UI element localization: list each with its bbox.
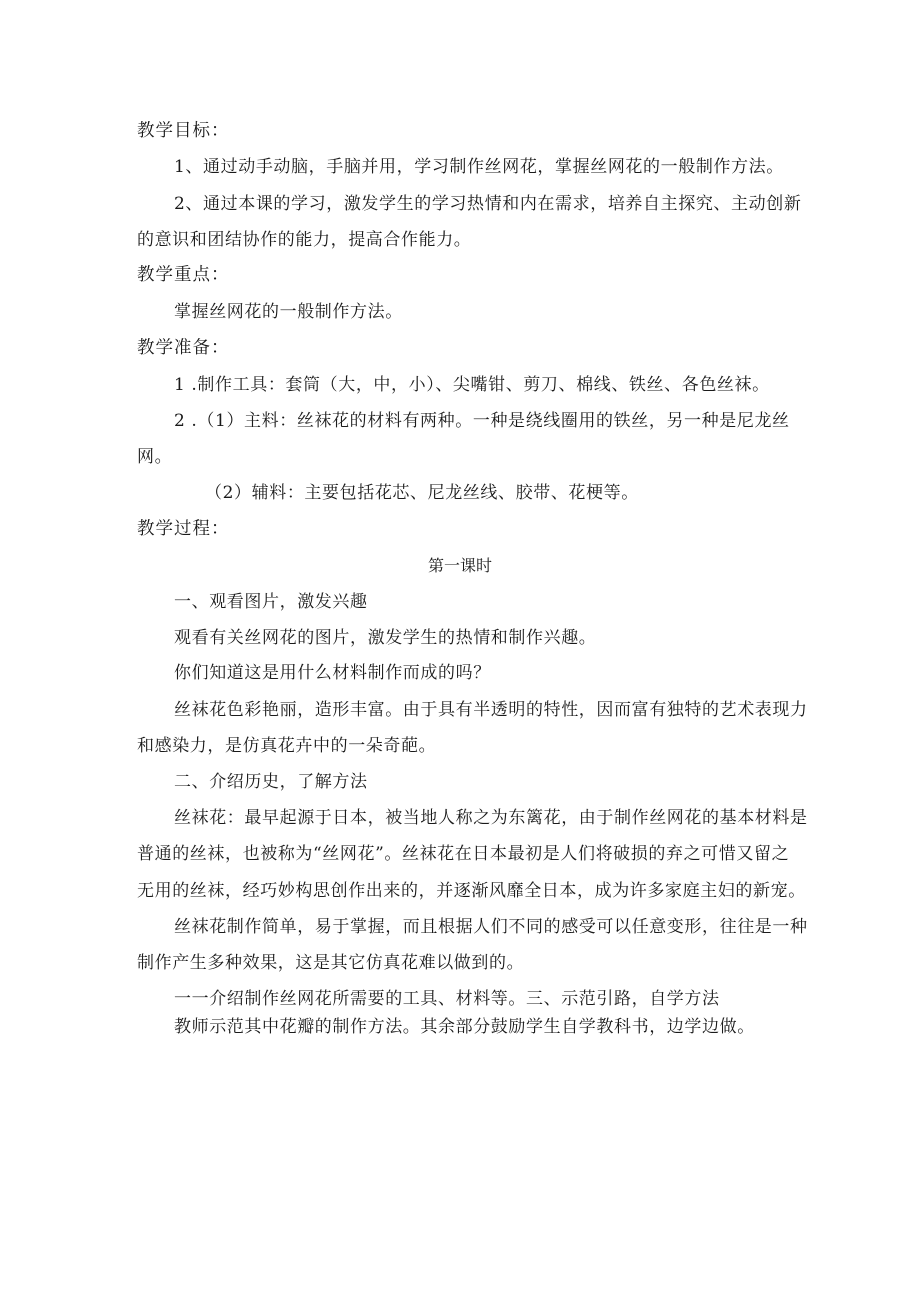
prep-item-1: 1 .制作工具：套筒（大，中，小）、尖嘴钳、剪刀、棉线、铁丝、各色丝袜。 — [174, 375, 770, 395]
keypoint-heading: 教学重点： — [137, 265, 230, 285]
section-1-paragraph-3-line-1: 丝袜花色彩艳丽，造形丰富。由于具有半透明的特性，因而富有独特的艺术表现力 — [174, 700, 808, 720]
prep-heading: 教学准备： — [137, 338, 230, 358]
keypoint-text: 掌握丝网花的一般制作方法。 — [174, 302, 403, 322]
objective-1: 1、通过动手动脑，手脑并用，学习制作丝网花，掌握丝网花的一般制作方法。 — [174, 157, 784, 177]
section-2-paragraph-1-line-1: 丝袜花：最早起源于日本，被当地人称之为东篱花，由于制作丝网花的基本材料是 — [174, 808, 808, 828]
objective-2-line-1: 2、通过本课的学习，激发学生的学习热情和内在需求，培养自主探究、主动创新 — [174, 194, 802, 214]
section-2-paragraph-1-line-3: 无用的丝袜，经巧妙构思创作出来的，并逐渐风靡全日本，成为许多家庭主妇的新宠。 — [137, 881, 806, 901]
section-1-paragraph-3-line-2: 和感染力，是仿真花卉中的一朵奇葩。 — [137, 736, 437, 756]
prep-item-2-line-2: 网。 — [137, 447, 173, 467]
process-heading: 教学过程： — [137, 519, 230, 539]
objective-2-line-2: 的意识和团结协作的能力，提高合作能力。 — [137, 230, 472, 250]
prep-item-2-sub: （2）辅料：主要包括花芯、尼龙丝线、胶带、花梗等。 — [205, 483, 639, 503]
section-2-title: 二、介绍历史，了解方法 — [174, 772, 368, 792]
section-1-paragraph-2: 你们知道这是用什么材料制作而成的吗？ — [174, 663, 491, 683]
section-2-paragraph-3: 一一介绍制作丝网花所需要的工具、材料等。三、示范引路，自学方法 — [174, 989, 720, 1009]
section-2-paragraph-2-line-2: 制作产生多种效果，这是其它仿真花难以做到的。 — [137, 953, 525, 973]
objectives-heading: 教学目标： — [137, 121, 230, 141]
section-1-paragraph-1: 观看有关丝网花的图片，激发学生的热情和制作兴趣。 — [174, 628, 597, 648]
section-1-title: 一、观看图片，激发兴趣 — [174, 592, 368, 612]
section-2-paragraph-1-line-2: 普通的丝袜，也被称为“丝网花”。丝袜花在日本最初是人们将破损的弃之可惜又留之 — [137, 844, 790, 864]
prep-item-2-line-1: 2 .（1）主料：丝袜花的材料有两种。一种是绕线圈用的铁丝，另一种是尼龙丝 — [174, 411, 790, 431]
section-2-paragraph-2-line-1: 丝袜花制作简单，易于掌握，而且根据人们不同的感受可以任意变形，往往是一种 — [174, 917, 808, 937]
section-3-paragraph-1: 教师示范其中花瓣的制作方法。其余部分鼓励学生自学教科书，边学边做。 — [174, 1017, 755, 1037]
lesson-title: 第一课时 — [427, 556, 492, 575]
